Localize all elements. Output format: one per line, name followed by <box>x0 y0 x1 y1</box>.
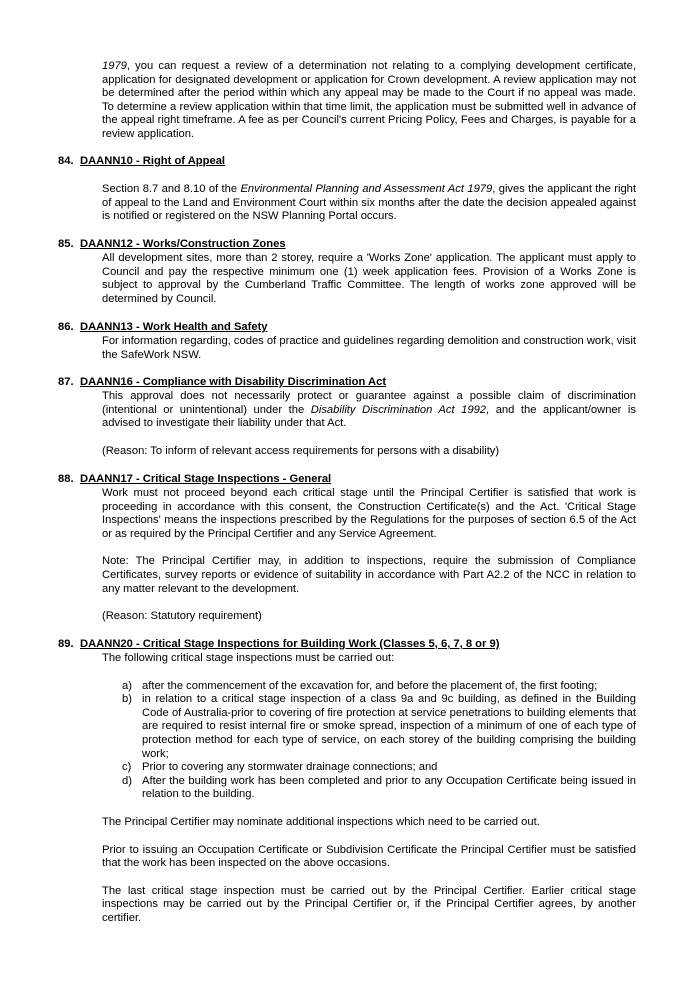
condition-body <box>102 183 636 224</box>
intro-text: , you can request a review of a determination not relating to a complying development certificate, application for designated development or application for Crown development. A review application may not be determined after the period within which any appeal may be made to the Court if no appeal was made. To determine a review application within that time limit, the application must be submitted well in advance of the appeal right timeframe. A fee as per Council's current Pricing Policy, Fees and Charges, is payable for a review application. <box>102 60 636 140</box>
condition-body <box>102 487 636 624</box>
condition-84 <box>58 155 636 224</box>
act-title: Disability Discrimination Act 1992 <box>310 403 487 416</box>
note-paragraph: Note: The Principal Certifier may, in addition to inspections, require the submission of Compliance Certificates, survey reports or evidence of suitability in accordance with Part A2.2 of the NCC in relation to any matter relevant to the development. <box>102 555 636 595</box>
condition-paragraph: The Principal Certifier may nominate additional inspections which need to be carried out. <box>102 815 540 828</box>
condition-88 <box>58 473 636 624</box>
list-label: d) <box>122 774 132 787</box>
reason-paragraph: (Reason: Statutory requirement) <box>102 610 262 623</box>
list-item <box>122 761 636 775</box>
condition-heading <box>58 238 636 252</box>
condition-heading <box>58 638 636 652</box>
intro-paragraph <box>102 60 636 142</box>
condition-heading <box>58 473 636 487</box>
condition-title: DAANN12 - Works/Construction Zones <box>80 238 286 250</box>
text-run: , gives the applicant the right of appeal to the Land and Environment Court within six months after the date the decision appealed against is notified or registered on the NSW Planning Portal occurs. <box>102 183 636 223</box>
condition-number: 84. <box>58 155 74 167</box>
condition-title: DAANN10 - Right of Appeal <box>80 155 226 167</box>
condition-number: 86. <box>58 321 74 333</box>
list-text: in relation to a critical stage inspection of a class 9a and 9c building, as defined in the Building Code of Australia-prior to covering of fire protection at service penetrations to building elements that are required to resist internal fire or smoke spread, inspection of a minimum of one of each type of protection method for each type of service, on each storey of the building comprising the building work; <box>142 693 636 760</box>
condition-paragraph: The last critical stage inspection must be carried out by the Principal Certifier. Earlier critical stage inspections may be carried out by the Principal Certifier or, if the Principal Certifier agrees, by another certifier. <box>102 884 636 924</box>
condition-title: DAANN16 - Compliance with Disability Discrimination Act <box>80 376 387 388</box>
condition-number: 88. <box>58 473 74 485</box>
list-text: Prior to covering any stormwater drainage connections; and <box>142 761 438 774</box>
condition-number: 87. <box>58 376 74 388</box>
condition-paragraph: Work must not proceed beyond each critical stage until the Principal Certifier is satisfied that work is proceeding in accordance with this consent, the Construction Certificate(s) and the Act. 'Critical Stage Inspections' means the inspections prescribed by the Regulations for the purposes of section 6.5 of the Act or as required by the Principal Certifier and any Service Agreement. <box>102 487 636 540</box>
condition-paragraph: The following critical stage inspections must be carried out: <box>102 652 395 664</box>
intro-year: 1979 <box>102 60 127 72</box>
condition-heading <box>58 376 636 390</box>
reason-paragraph: (Reason: To inform of relevant access requirements for persons with a disability) <box>102 444 500 457</box>
condition-heading <box>58 321 636 335</box>
condition-title: DAANN13 - Work Health and Safety <box>80 321 268 333</box>
condition-89 <box>58 638 636 926</box>
list-item <box>122 775 636 802</box>
list-item <box>122 680 636 694</box>
list-item <box>122 693 636 761</box>
condition-87 <box>58 376 636 458</box>
act-title: Environmental Planning and Assessment Act 1979 <box>240 183 493 195</box>
condition-heading <box>58 155 636 169</box>
condition-body <box>102 335 636 362</box>
list-label: c) <box>122 761 132 774</box>
condition-number: 89. <box>58 638 74 650</box>
condition-paragraph <box>102 183 636 224</box>
condition-paragraph: Prior to issuing an Occupation Certificate or Subdivision Certificate the Principal Certifier must be satisfied that the work has been inspected on the above occasions. <box>102 843 636 870</box>
condition-paragraph <box>102 390 636 431</box>
condition-body <box>102 652 636 926</box>
text-run: This approval does not necessarily protect or guarantee against a possible claim of discrimination (intentional or unintentional) under the <box>102 390 636 416</box>
condition-number: 85. <box>58 238 74 250</box>
condition-title: DAANN20 - Critical Stage Inspections for Building Work (Classes 5, 6, 7, 8 or 9) <box>80 638 500 650</box>
inspection-list <box>102 680 636 802</box>
list-label: b) <box>122 693 132 706</box>
condition-85 <box>58 238 636 306</box>
condition-paragraph: For information regarding, codes of practice and guidelines regarding demolition and construction work, visit the SafeWork NSW. <box>102 335 636 361</box>
condition-86 <box>58 321 636 362</box>
list-label: a) <box>122 679 132 692</box>
condition-body <box>102 252 636 306</box>
condition-body <box>102 390 636 458</box>
condition-title: DAANN17 - Critical Stage Inspections - General <box>80 473 332 485</box>
list-text: After the building work has been completed and prior to any Occupation Certificate being issued in relation to the building. <box>142 774 636 801</box>
list-text: after the commencement of the excavation for, and before the placement of, the first footing; <box>142 679 598 692</box>
text-run: , and the applicant/owner is advised to investigate their liability under that Act. <box>102 403 636 430</box>
text-run: Section 8.7 and 8.10 of the <box>102 183 241 195</box>
condition-paragraph: All development sites, more than 2 storey, require a 'Works Zone' application. The applicant must apply to Council and pay the respective minimum one (1) week application fees. Provision of a Works Zone is subject to approval by the Cumberland Traffic Committee. The length of works zone approved will be determined by Council. <box>102 252 636 305</box>
